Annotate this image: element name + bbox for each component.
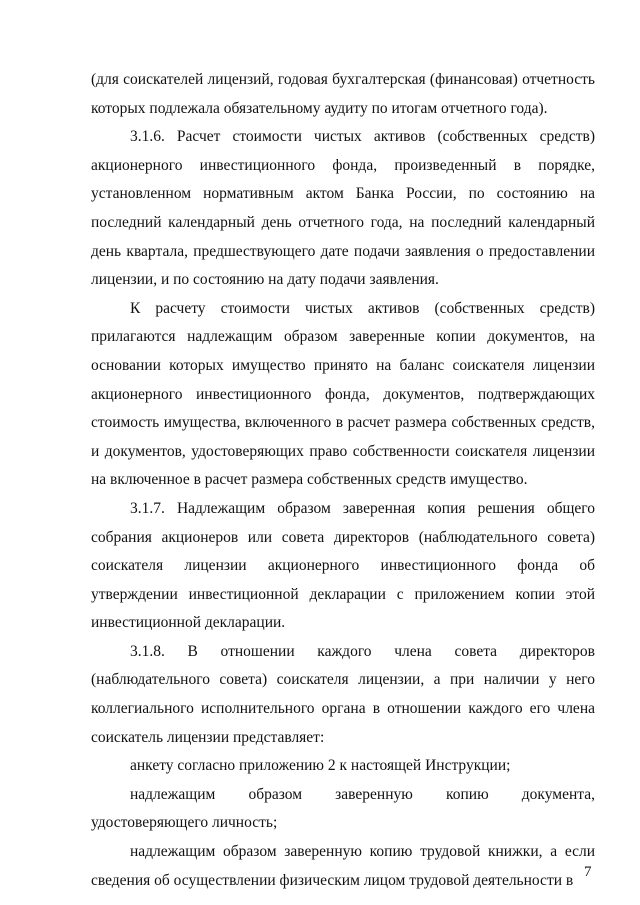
paragraph-net-assets-attachments: К расчету стоимости чистых активов (собственных средств) прилагаются надлежащим образом заверенные копии документов, на основании которых имущество принято на баланс соискателя лицензии акционерного инвестиционного фонда, документов, подтверждающих стоимость имущества, включенного в расчет размера собственных средств, и документов, удостоверяющих право собственности соискателя лицензии на включенное в расчет размера собственных средств имущество.	[91, 299, 595, 489]
paragraph-3-1-7: 3.1.7. Надлежащим образом заверенная копия решения общего собрания акционеров или совета директоров (наблюдательного совета) соискателя лицензии акционерного инвестиционного фонда об утверждении инвестиционной декларации с приложением копии этой инвестиционной декларации.	[91, 499, 595, 632]
paragraph-3-1-8: 3.1.8. В отношении каждого члена совета директоров (наблюдательного совета) соискателя лицензии, а при наличии у него коллегиального исполнительного органа в отношении каждого его члена соискатель лицензии представляет:	[91, 642, 595, 746]
paragraph-identity-document: надлежащим образом заверенную копию документа, удостоверяющего личность;	[91, 785, 595, 832]
paragraph-3-1-6: 3.1.6. Расчет стоимости чистых активов (собственных средств) акционерного инвестиционного фонда, произведенный в порядке, установленном нормативным актом Банка России, по состоянию на последний календарный день отчетного года, на последний календарный день квартала, предшествующего дате подачи заявления о предоставлении лицензии, и по состоянию на дату подачи заявления.	[91, 128, 595, 289]
paragraph-continuation: (для соискателей лицензий, годовая бухгалтерская (финансовая) отчетность которых подлежала обязательному аудиту по итогам отчетного года).	[91, 71, 595, 117]
paragraph-employment-record: надлежащим образом заверенную копию трудовой книжки, а если сведения об осуществлении физическим лицом трудовой деятельности в	[91, 843, 595, 889]
paragraph-questionnaire: анкету согласно приложению 2 к настоящей Инструкции;	[130, 757, 511, 775]
document-body	[91, 66, 595, 895]
page-number: 7	[584, 864, 592, 880]
